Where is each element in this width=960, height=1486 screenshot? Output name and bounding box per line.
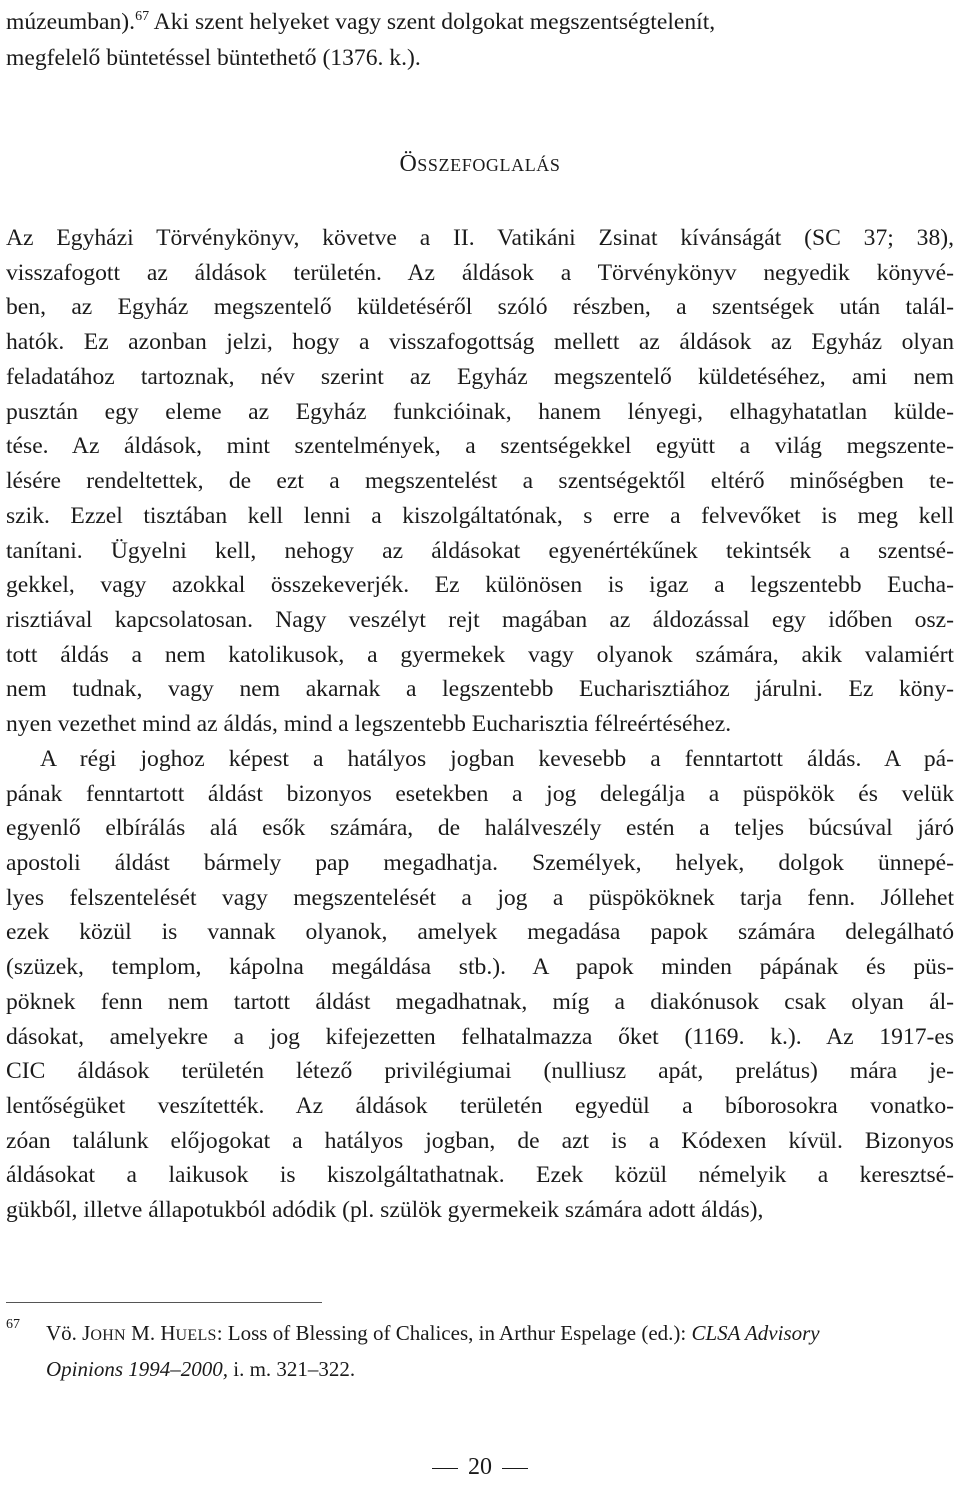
text-line: visszafogott az áldások területén. Az áldások a Törvénykönyv negyedik könyvé- [6,259,954,286]
dash-right [502,1468,528,1469]
text-line: pusztán egy eleme az Egyház funkcióinak, hanem lényegi, elhagyhatatlan külde- [6,398,954,425]
text-line: risztiával kapcsolatosan. Nagy veszélyt rejt magában az áldozással egy időben osz- [6,606,954,633]
text-fragment: Aki szent helyeket vagy szent dolgokat megszentségtelenít, [149,9,716,35]
text-line: ezek közül is vannak olyanok, amelyek megadása papok számára delegálható [6,919,954,946]
heading-rest: SSZEFOGLALÁS [417,155,561,175]
text-line: Az Egyházi Törvénykönyv, követve a II. Vatikáni Zsinat kívánságát (SC 37; 38), [6,225,954,251]
heading-initial: Ö [399,151,418,177]
footnote-italic: Opinions 1994–2000, [46,1357,229,1381]
text-line: pöknek fenn nem tartott áldást megadhatnak, míg a diakónusok csak olyan ál- [6,988,954,1015]
text-line: A régi joghoz képest a hatályos jogban kevesebb a fenntartott áldás. A pá- [40,745,954,772]
text-line: egyenlő elbírálás alá esők számára, de halálveszély estén a teljes búcsúval járó [6,815,954,842]
text-line: tott áldás a nem katolikusok, a gyermekek vagy olyanok számára, akik valamiért [6,641,954,668]
text-line: CIC áldások területén létező privilégiumai (nulliusz apát, prelátus) mára je- [6,1058,954,1085]
footnote-text: : Loss of Blessing of Chalices, in Arthur Espelage (ed.): [216,1321,692,1345]
text-line: zóan találunk előjogokat a hatályos jogban, de azt is a Kódexen kívül. Bizonyos [6,1127,954,1154]
text-line: dásokat, amelyekre a jog kifejezetten felhatalmazza őket (1169. k.). Az 1917-es [6,1023,954,1050]
text-line: ben, az Egyház megszentelő küldetéséről szóló részben, a szentségek után talál- [6,294,954,321]
text-line: lentőségüket veszítették. Az áldások területén egyedül a bíborosokra vonatko- [6,1093,954,1119]
text-line: hatók. Ez azonban jelzi, hogy a visszafogottság mellett az áldások az Egyház olyan [6,329,954,356]
page-number-text: 20 [468,1454,492,1480]
text-line: szik. Ezzel tisztában kell lenni a kiszolgáltatónak, s erre a felvevőket is meg kell [6,502,954,529]
footnote-separator [6,1302,322,1303]
footnote-italic: CLSA Advisory [691,1321,820,1345]
footnote-text: M. H [125,1321,176,1345]
text-line [6,40,954,76]
text-line: (szüzek, templom, kápolna megáldása stb.). A papok minden pápának és püs- [6,954,954,981]
text-line: feladatához tartoznak, név szerint az Egyház megszentelő küldetéséhez, ami nem [6,363,954,390]
text-line: tanítani. Ügyelni kell, nehogy az áldásokat egyenértékűnek tekintsék a szentsé- [6,537,954,564]
footnote-text: Vö. J [46,1321,91,1345]
text-line: lyes felszentelését vagy megszentelését a jog a püspököknek tarja fenn. Jóllehet [6,884,954,911]
text-line [6,4,954,40]
text-line: gekkel, vagy azokkal összekeverjék. Ez különösen is igaz a legszentebb Eucha- [6,572,954,599]
footnote-reference[interactable]: 67 [135,9,150,25]
text-line: áldásokat a laikusok is kiszolgáltathatnak. Ezek közül némelyik a keresztsé- [6,1162,954,1189]
footnote-line [46,1352,954,1386]
text-line: gükből, illetve állapotukból adódik (pl. szülök gyermekeik számára adott áldás), [6,1197,764,1224]
text-line: apostoli áldást bármely pap megadhatja. Személyek, helyek, dolgok ünnepé- [6,850,954,876]
text-line: nem tudnak, vagy nem akarnak a legszentebb Eucharisztiához járulni. Ez köny- [6,676,954,703]
text-line: pának fenntartott áldást bizonyos esetekben a jog delegálja a püspökök és velük [6,780,954,807]
footnote-line [46,1316,954,1350]
text-line: lésére rendeltettek, de ezt a megszentelést a szentségektől eltérő minőségben te- [6,468,954,494]
footnote-number: 67 [6,1317,20,1332]
dash-left [432,1468,458,1469]
text-fragment: múzeumban). [6,9,136,35]
page-number [6,1452,954,1482]
text-fragment: megfelelő büntetéssel büntethető (1376. k.). [6,45,421,71]
footnote-text: i. m. 321–322. [228,1357,356,1381]
document-page [6,0,954,1486]
text-line: nyen vezethet mind az áldás, mind a legszentebb Eucharisztia félreértéséhez. [6,711,732,738]
footnote-smallcaps: OHN [90,1327,126,1344]
text-line: tése. Az áldások, mint szentelmények, a szentségekkel együtt a világ megszente- [6,433,954,460]
footnote-smallcaps: UELS [175,1327,217,1344]
section-heading [6,146,954,182]
